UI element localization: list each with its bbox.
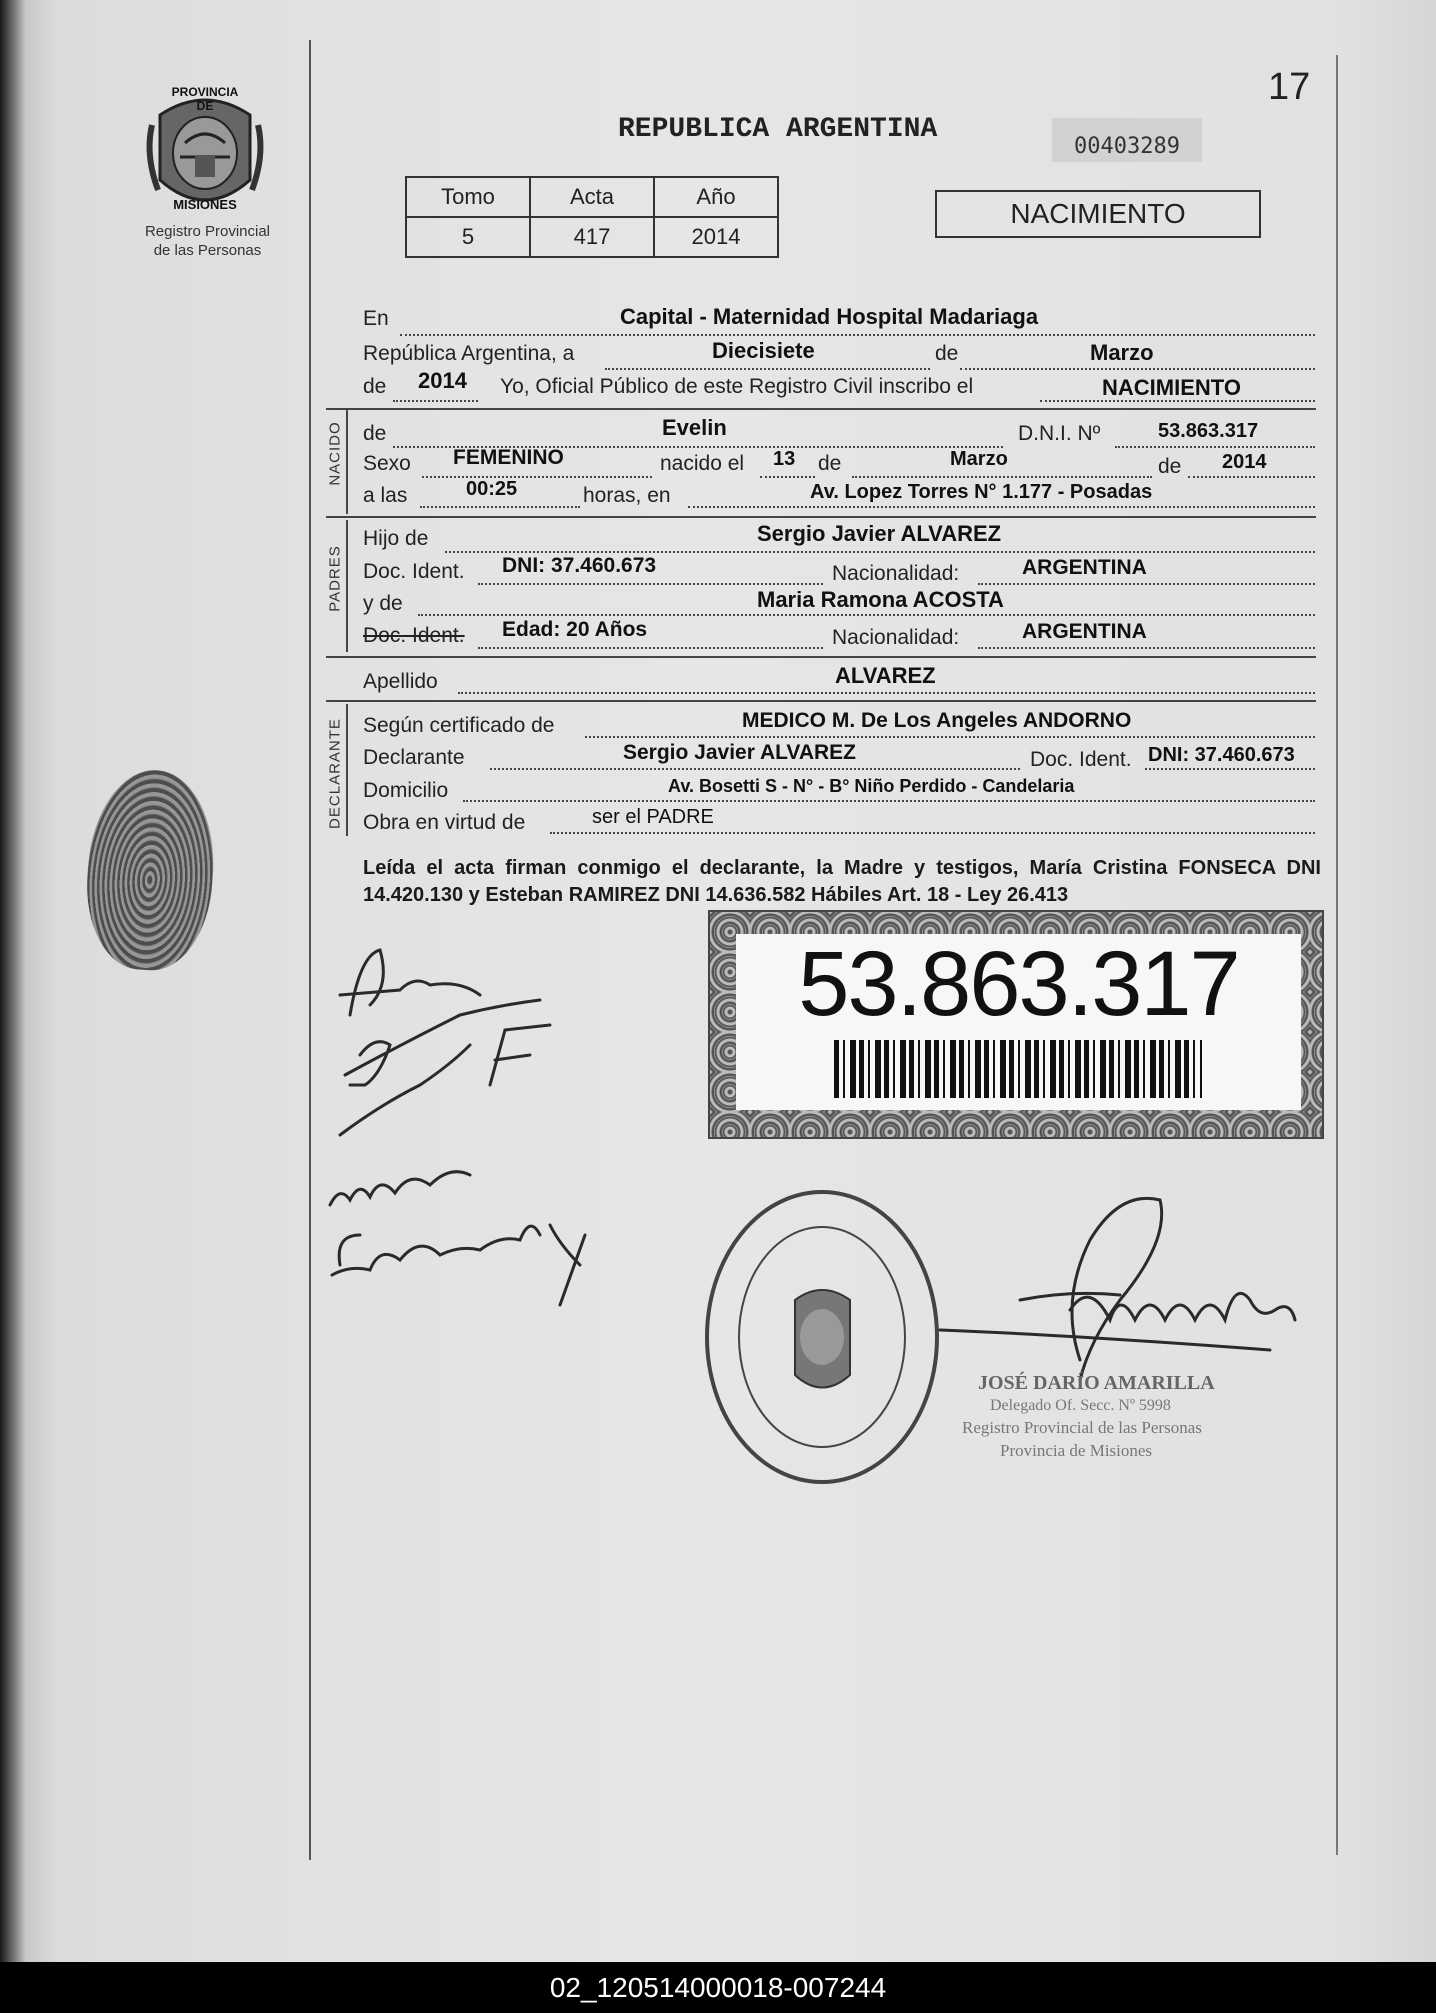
value-tomo: 5 [406,217,530,257]
closing-text: Leída el acta firman conmigo el declarante, la Madre y testigos, María Cristina FONSECA DNI 14.420.130 y Esteban RAMIREZ DNI 14.636.582 Hábiles Art. 18 - Ley 26.413 [363,857,1321,906]
section-label-padres: PADRES [326,545,344,612]
right-margin-rule [1336,55,1338,1855]
register-table-header [406,177,778,217]
register-table [405,176,779,258]
father-doc-label: Doc. Ident. [363,560,465,583]
dni-label: D.N.I. Nº [1018,422,1101,445]
stamp-line-4: Provincia de Misiones [1000,1441,1153,1460]
serial-number: 00403289 [1052,118,1202,162]
cert-value: MEDICO M. De Los Angeles ANDORNO [742,709,1132,732]
registry-name-2: de las Personas [153,242,262,259]
mother-doc-label-struck: Doc. Ident. [363,624,465,647]
place-value: Capital - Maternidad Hospital Madariaga [620,304,1039,329]
province-logo [140,85,270,220]
father-name-value: Sergio Javier ALVAREZ [757,521,1002,546]
dni-value: 53.863.317 [1158,420,1259,442]
stamp-name: JOSÉ DARÍO AMARILLA [978,1372,1215,1394]
en-label: En [363,307,389,330]
logo-text-top: PROVINCIA DE [171,85,239,113]
dni-sticker [708,910,1324,1139]
yde-label: y de [363,592,403,615]
value-anio: 2014 [654,217,778,257]
declarante-label: Declarante [363,746,465,769]
mother-nationality-value: ARGENTINA [1022,620,1147,643]
de-label-2: de [818,452,842,475]
cert-label: Según certificado de [363,714,555,737]
hijo-label: Hijo de [363,527,429,550]
document-type-box: NACIMIENTO [935,190,1261,238]
domicilio-value: Av. Bosetti S - N° - B° Niño Perdido - Candelaria [668,776,1075,796]
alas-label: a las [363,484,408,507]
oficial-text: Yo, Oficial Público de este Registro Civil inscribo el [500,375,974,398]
seal-inner-text [700,1485,945,1486]
barcode [834,1040,1202,1098]
header-anio: Año [654,177,778,217]
mother-nac-label: Nacionalidad: [832,626,960,649]
left-margin-rule [309,40,311,1860]
de2-label: de [363,375,387,398]
apellido-label: Apellido [363,670,438,693]
declarante-doc-label: Doc. Ident. [1030,748,1132,771]
year-value: 2014 [418,368,467,393]
birth-month-value: Marzo [950,448,1008,470]
header-tomo: Tomo [406,177,530,217]
father-nac-label: Nacionalidad: [832,562,960,585]
father-nationality-value: ARGENTINA [1022,556,1147,579]
obra-value: ser el PADRE [592,806,714,828]
name-value: Evelin [662,415,727,440]
mother-name-value: Maria Ramona ACOSTA [757,587,1004,612]
country-title: REPUBLICA ARGENTINA [618,114,938,145]
page-number: 17 [1268,66,1311,108]
de-label-3: de [1158,455,1182,478]
father-doc-value: DNI: 37.460.673 [502,554,657,577]
official-seal [700,1185,945,1490]
address-value: Av. Lopez Torres N° 1.177 - Posadas [810,481,1153,503]
value-acta: 417 [530,217,654,257]
register-table-values [406,217,778,257]
day-value: Diecisiete [712,338,815,363]
republica-label: República Argentina, a [363,342,575,365]
logo-text-bottom: MISIONES [173,197,237,212]
sticker-number: 53.863.317 [798,933,1239,1035]
header-acta: Acta [530,177,654,217]
registry-name: Registro Provincial [144,223,271,240]
obra-label: Obra en virtud de [363,811,526,834]
birth-day-value: 13 [773,448,796,470]
section-label-declarante: DECLARANTE [326,718,344,829]
declarante-doc-value: DNI: 37.460.673 [1148,744,1295,766]
stamp-line-2: Delegado Of. Secc. Nº 5998 [990,1397,1171,1414]
mother-age-value: Edad: 20 Años [502,618,648,641]
event-value: NACIMIENTO [1102,375,1241,400]
domicilio-label: Domicilio [363,779,449,802]
nacido-el-label: nacido el [660,452,745,475]
fingerprint-image [81,766,220,974]
horas-label: horas, en [583,484,671,507]
time-value: 00:25 [466,478,518,500]
birth-year-value: 2014 [1222,451,1267,473]
declarante-name-value: Sergio Javier ALVAREZ [623,741,857,764]
section-label-nacido: NACIDO [326,421,344,486]
footer-code-bar: 02_120514000018-007244 [0,1962,1436,2013]
sexo-label: Sexo [363,452,411,475]
handwritten-signatures [320,935,710,1335]
stamp-line-3: Registro Provincial de las Personas [962,1418,1202,1437]
de-label: de [935,342,959,365]
apellido-value: ALVAREZ [835,663,936,688]
sexo-value: FEMENINO [453,446,564,469]
nacido-de-label: de [363,422,387,445]
month-value: Marzo [1090,340,1154,365]
